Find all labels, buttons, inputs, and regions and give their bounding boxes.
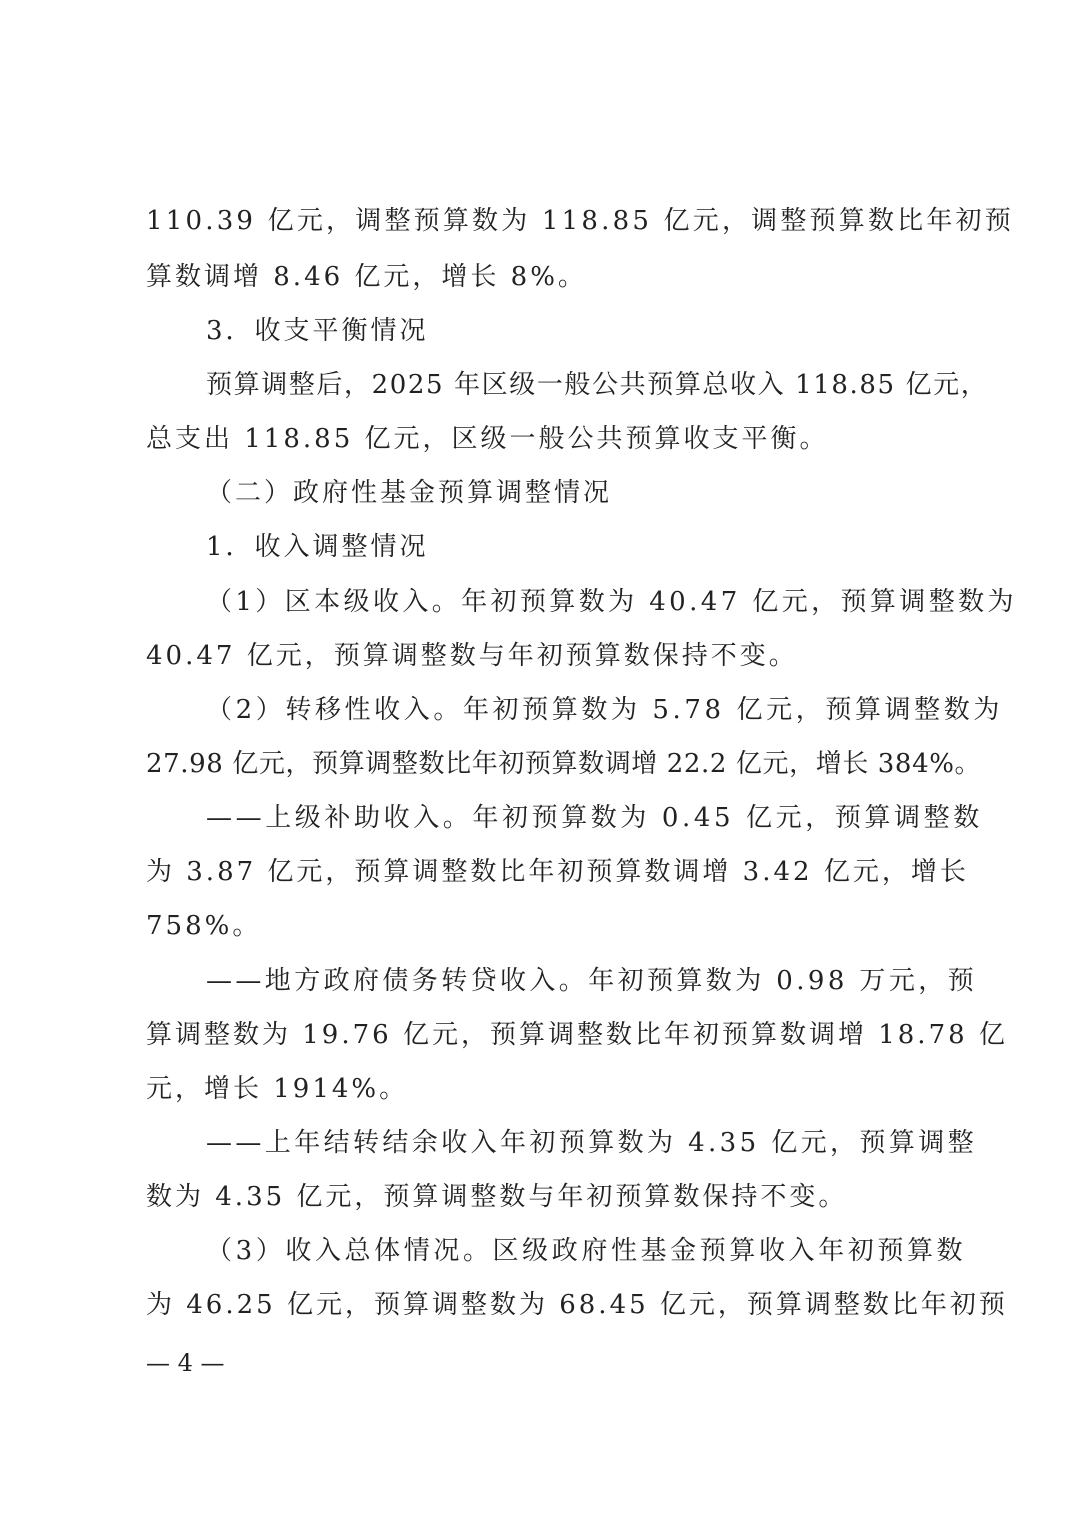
text-line: （3）收入总体情况。区级政府性基金预算收入年初预算数 xyxy=(206,1236,967,1266)
text-line: 预算调整后，2025 年区级一般公共预算总收入 118.85 亿元， xyxy=(206,370,989,400)
section-heading: 1．收入调整情况 xyxy=(206,532,429,562)
text-line: 110.39 亿元，调整预算数为 118.85 亿元，调整预算数比年初预 xyxy=(146,206,1014,236)
text-line: 为 46.25 亿元，预算调整数为 68.45 亿元，预算调整数比年初预 xyxy=(146,1290,1008,1320)
text-line: 27.98 亿元，预算调整数比年初预算数调增 22.2 亿元，增长 384%。 xyxy=(146,749,982,779)
text-line: 总支出 118.85 亿元，区级一般公共预算收支平衡。 xyxy=(146,424,829,454)
text-line: （1）区本级收入。年初预算数为 40.47 亿元，预算调整数为 xyxy=(206,587,1017,617)
section-heading: （二）政府性基金预算调整情况 xyxy=(206,478,613,508)
text-line: 算调整数为 19.76 亿元，预算调整数比年初预算数调增 18.78 亿 xyxy=(146,1020,1008,1050)
text-line: 数为 4.35 亿元，预算调整数与年初预算数保持不变。 xyxy=(146,1182,848,1212)
text-line: ——地方政府债务转贷收入。年初预算数为 0.98 万元，预 xyxy=(206,966,978,996)
text-line: （2）转移性收入。年初预算数为 5.78 亿元，预算调整数为 xyxy=(206,695,1003,725)
text-line: 40.47 亿元，预算调整数与年初预算数保持不变。 xyxy=(146,641,798,671)
text-line: ——上年结转结余收入年初预算数为 4.35 亿元，预算调整 xyxy=(206,1128,978,1158)
text-line: 为 3.87 亿元，预算调整数比年初预算数调增 3.42 亿元，增长 xyxy=(146,857,969,887)
section-heading: 3．收支平衡情况 xyxy=(206,316,429,346)
text-line: 758%。 xyxy=(146,911,262,941)
page-number: — 4 — xyxy=(146,1349,225,1377)
text-line: ——上级补助收入。年初预算数为 0.45 亿元，预算调整数 xyxy=(206,803,983,833)
text-line: 算数调增 8.46 亿元，增长 8%。 xyxy=(146,262,587,292)
text-line: 元，增长 1914%。 xyxy=(146,1074,409,1104)
